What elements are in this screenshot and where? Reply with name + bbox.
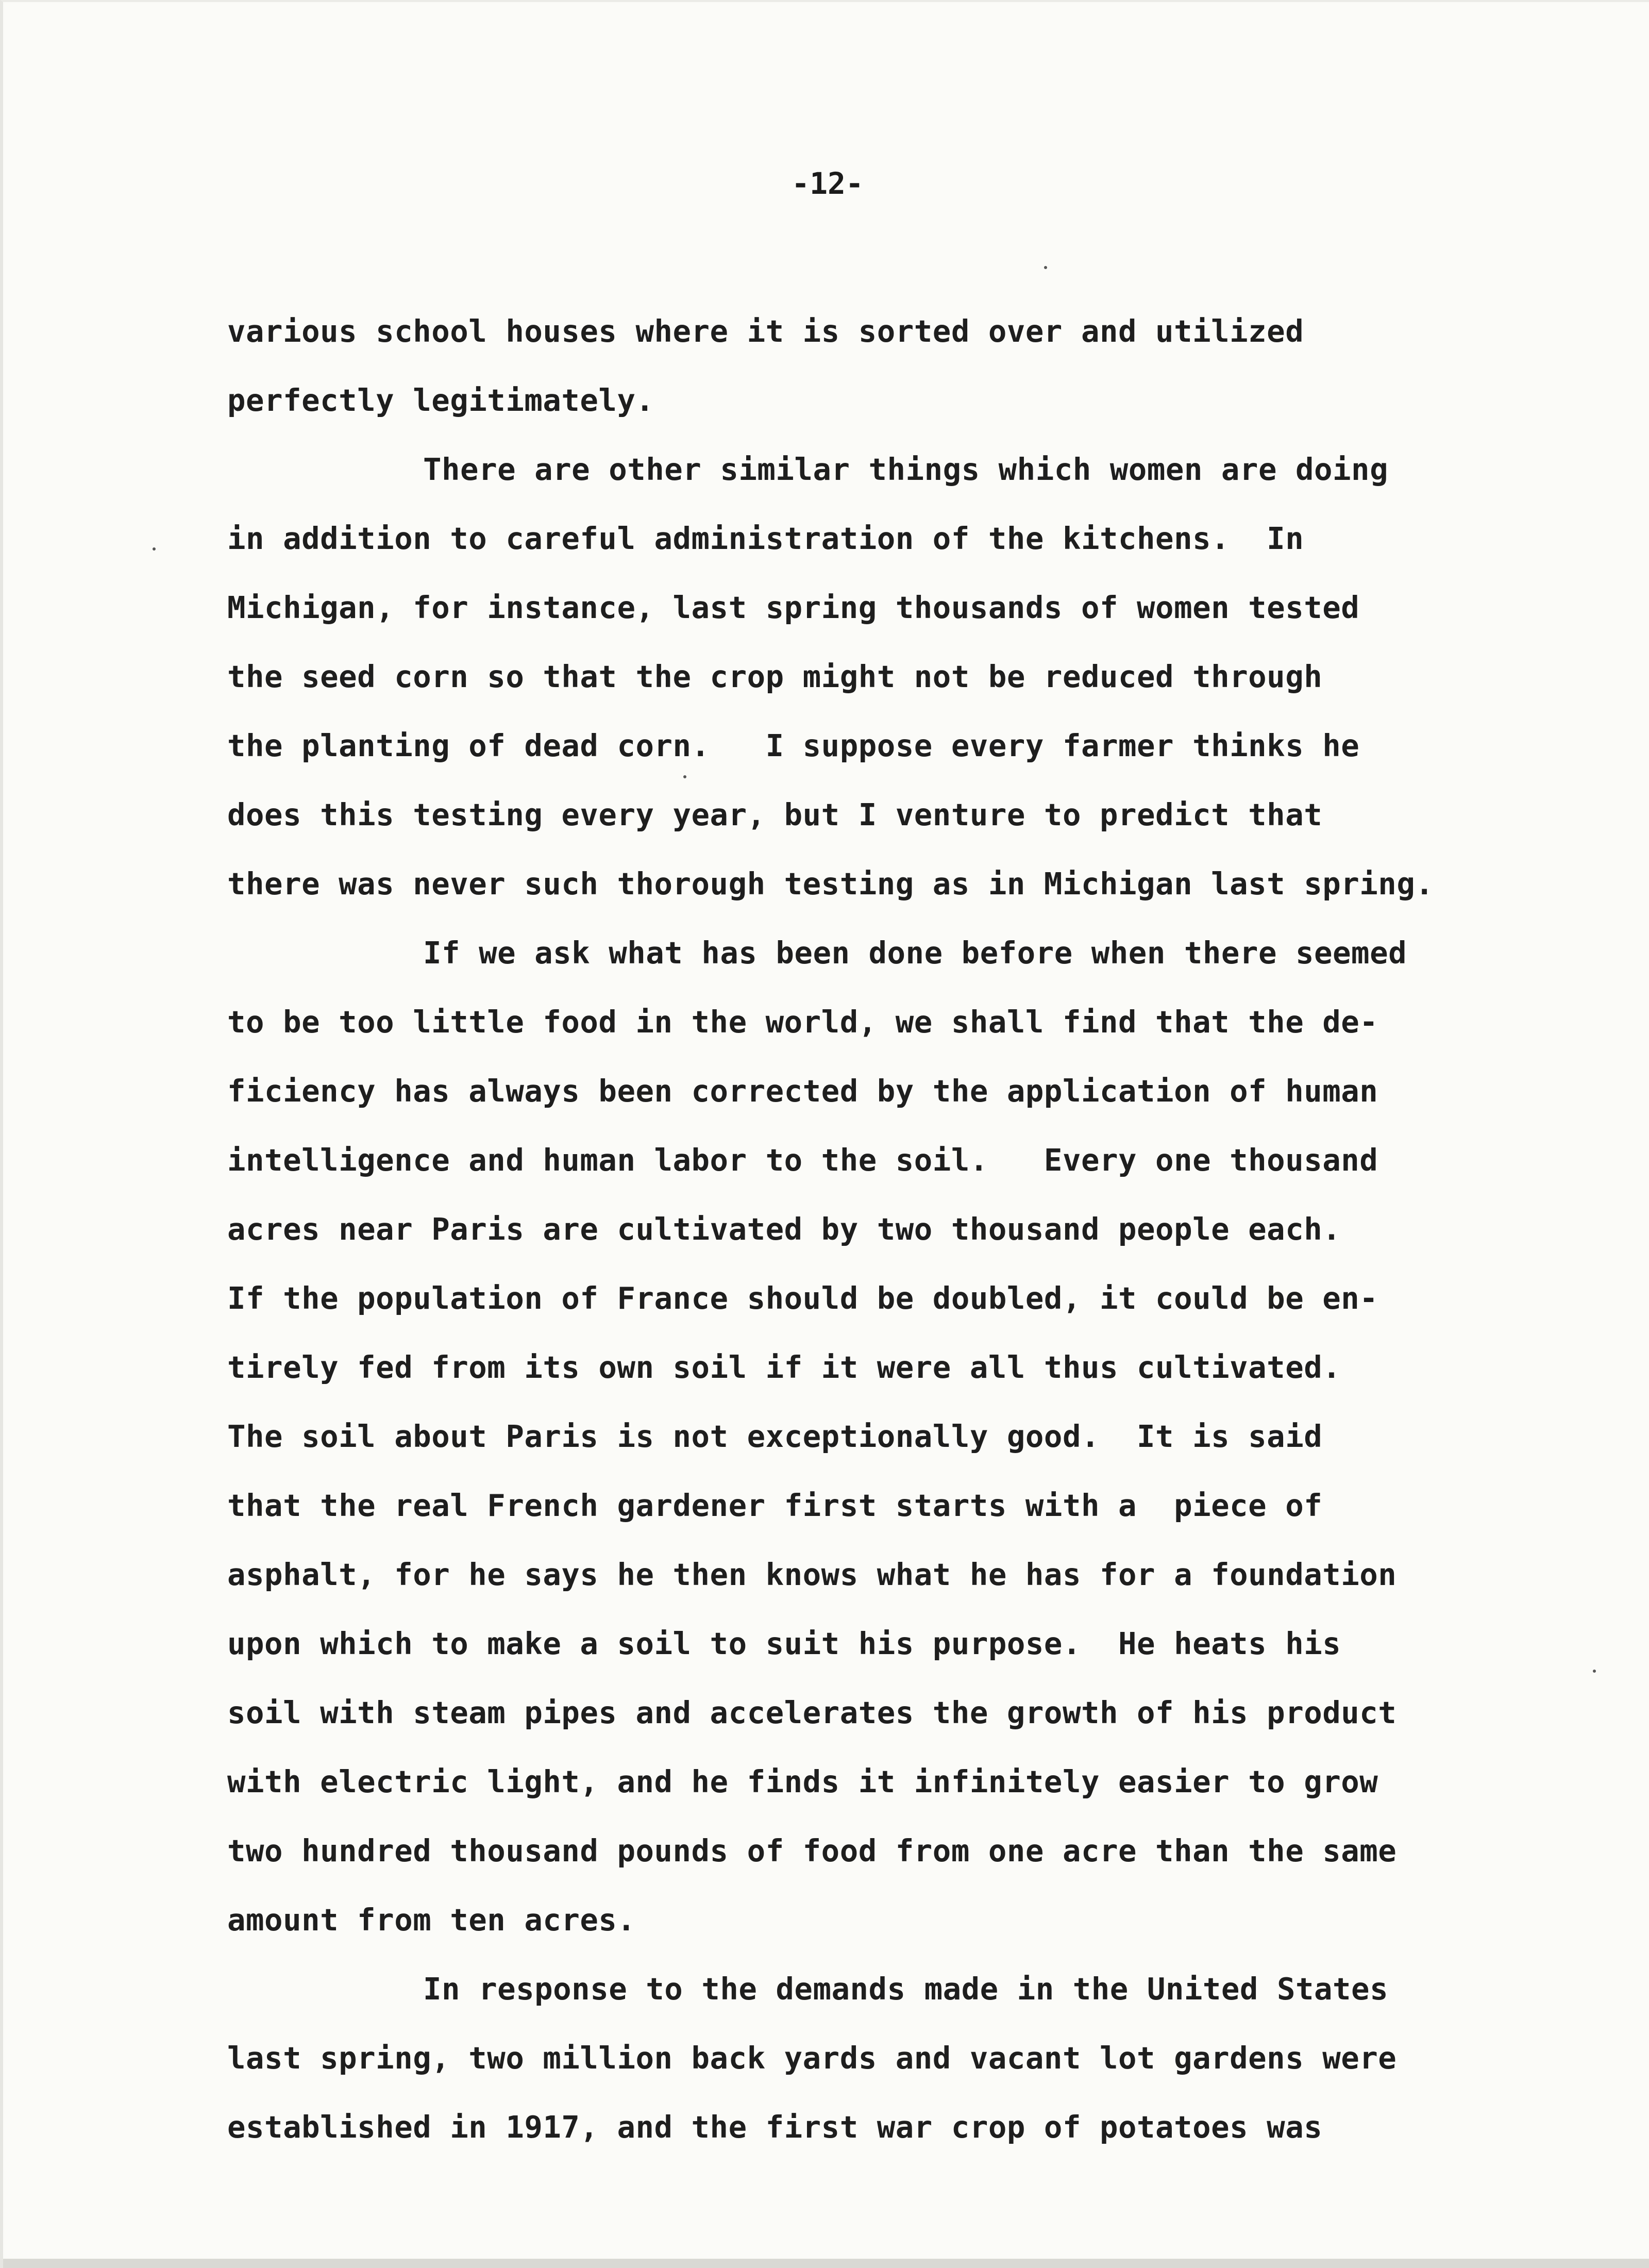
text-line: various school houses where it is sorted over and utilized (227, 313, 1304, 349)
typescript-body (227, 297, 1526, 2162)
text-line: amount from ten acres. (227, 1902, 636, 1938)
text-line: upon which to make a soil to suit his purpose. He heats his (227, 1626, 1341, 1661)
page-number: -12- (792, 166, 864, 201)
text-line: In response to the demands made in the United States (423, 1971, 1389, 2007)
paper-speck (1593, 1670, 1596, 1673)
text-line: in addition to careful administration of the kitchens. In (227, 521, 1304, 556)
text-line: ficiency has always been corrected by the application of human (227, 1073, 1378, 1109)
text-line: the planting of dead corn. I suppose every farmer thinks he (227, 728, 1360, 763)
text-line: established in 1917, and the first war crop of potatoes was (227, 2109, 1323, 2145)
text-line: If the population of France should be doubled, it could be en- (227, 1280, 1378, 1316)
text-line: two hundred thousand pounds of food from one acre than the same (227, 1833, 1397, 1869)
text-line: last spring, two million back yards and vacant lot gardens were (227, 2040, 1397, 2076)
text-line: There are other similar things which women are doing (423, 452, 1389, 487)
text-line: soil with steam pipes and accelerates the growth of his product (227, 1695, 1397, 1730)
paper-speck (153, 547, 156, 551)
text-line: If we ask what has been done before when there seemed (423, 935, 1407, 971)
text-line: acres near Paris are cultivated by two thousand people each. (227, 1211, 1341, 1247)
text-line: asphalt, for he says he then knows what he has for a foundation (227, 1557, 1397, 1592)
text-line: Michigan, for instance, last spring thousands of women tested (227, 590, 1360, 625)
text-line: the seed corn so that the crop might not be reduced through (227, 659, 1323, 694)
text-line: does this testing every year, but I venture to predict that (227, 797, 1323, 832)
text-line: to be too little food in the world, we shall find that the de- (227, 1004, 1378, 1040)
text-line: with electric light, and he finds it infinitely easier to grow (227, 1764, 1378, 1799)
text-line: that the real French gardener first starts with a piece of (227, 1488, 1323, 1523)
text-line: The soil about Paris is not exceptionally good. It is said (227, 1419, 1323, 1454)
text-line: there was never such thorough testing as in Michigan last spring. (227, 866, 1434, 902)
paper-speck (683, 775, 686, 778)
text-line: perfectly legitimately. (227, 382, 654, 418)
paper-speck (1044, 266, 1047, 269)
text-line: intelligence and human labor to the soil. Every one thousand (227, 1142, 1378, 1178)
text-line: tirely fed from its own soil if it were all thus cultivated. (227, 1349, 1341, 1385)
